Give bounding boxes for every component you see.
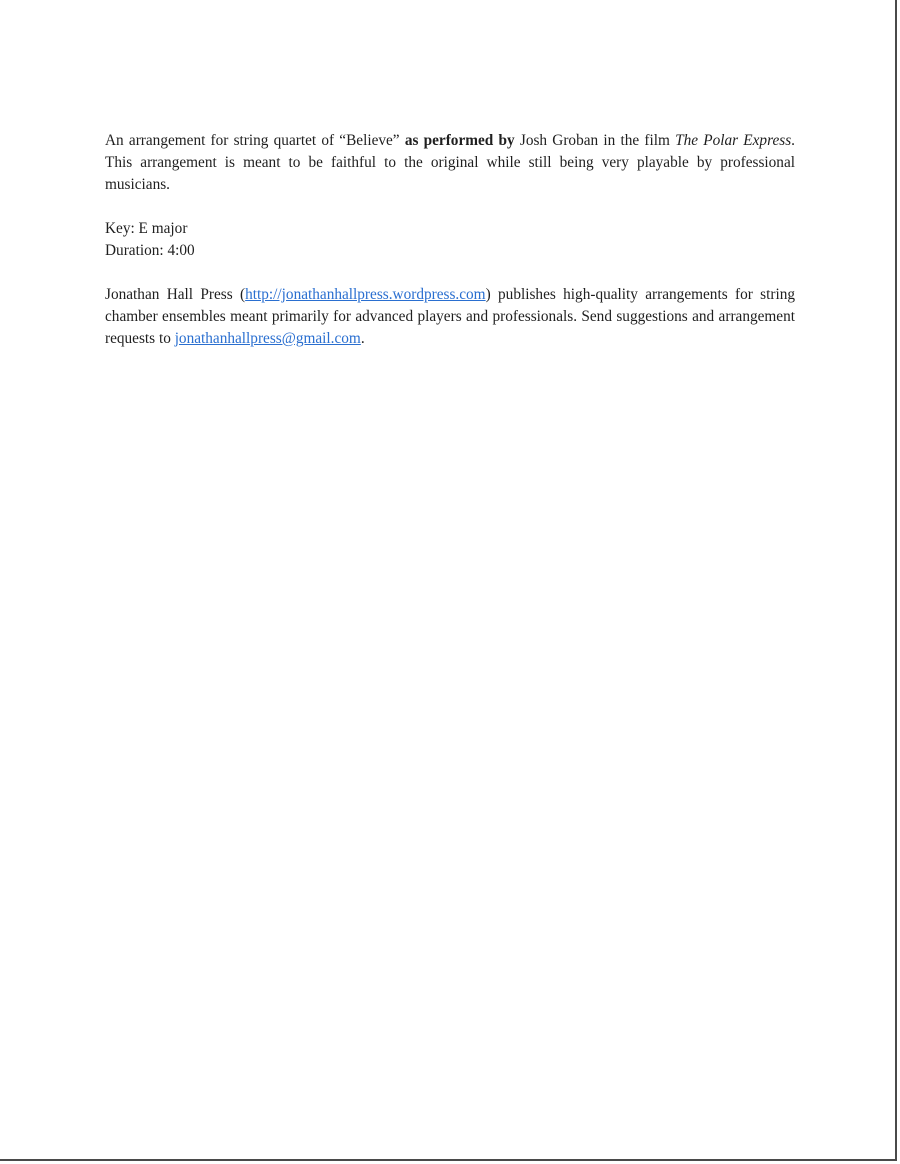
description-artist: Josh Groban in the film — [514, 132, 676, 149]
description-paragraph — [105, 130, 795, 196]
email-link[interactable]: jonathanhallpress@gmail.com — [174, 330, 361, 347]
publisher-description: ) publishes high-quality arrangements for string chamber ensembles meant primarily for advanced players and professionals. Send suggestions and arrangement requests to — [105, 286, 796, 347]
description-performed-by: as performed by — [404, 132, 515, 149]
website-link[interactable]: http://jonathanhallpress.wordpress.com — [245, 286, 486, 303]
document-content — [105, 130, 795, 372]
description-intro: An arrangement for string quartet of “Believe” — [105, 132, 405, 149]
description-rest: . This arrangement is meant to be faithful to the original while still being very playable by professional musicians. — [105, 132, 795, 193]
publisher-paragraph — [105, 284, 795, 350]
publisher-name: Jonathan Hall Press ( — [105, 286, 246, 303]
key-line: Key: E major — [105, 220, 188, 237]
details-block — [105, 218, 795, 262]
publisher-end: . — [360, 330, 365, 347]
duration-line: Duration: 4:00 — [105, 242, 195, 259]
film-title: The Polar Express — [675, 132, 792, 149]
